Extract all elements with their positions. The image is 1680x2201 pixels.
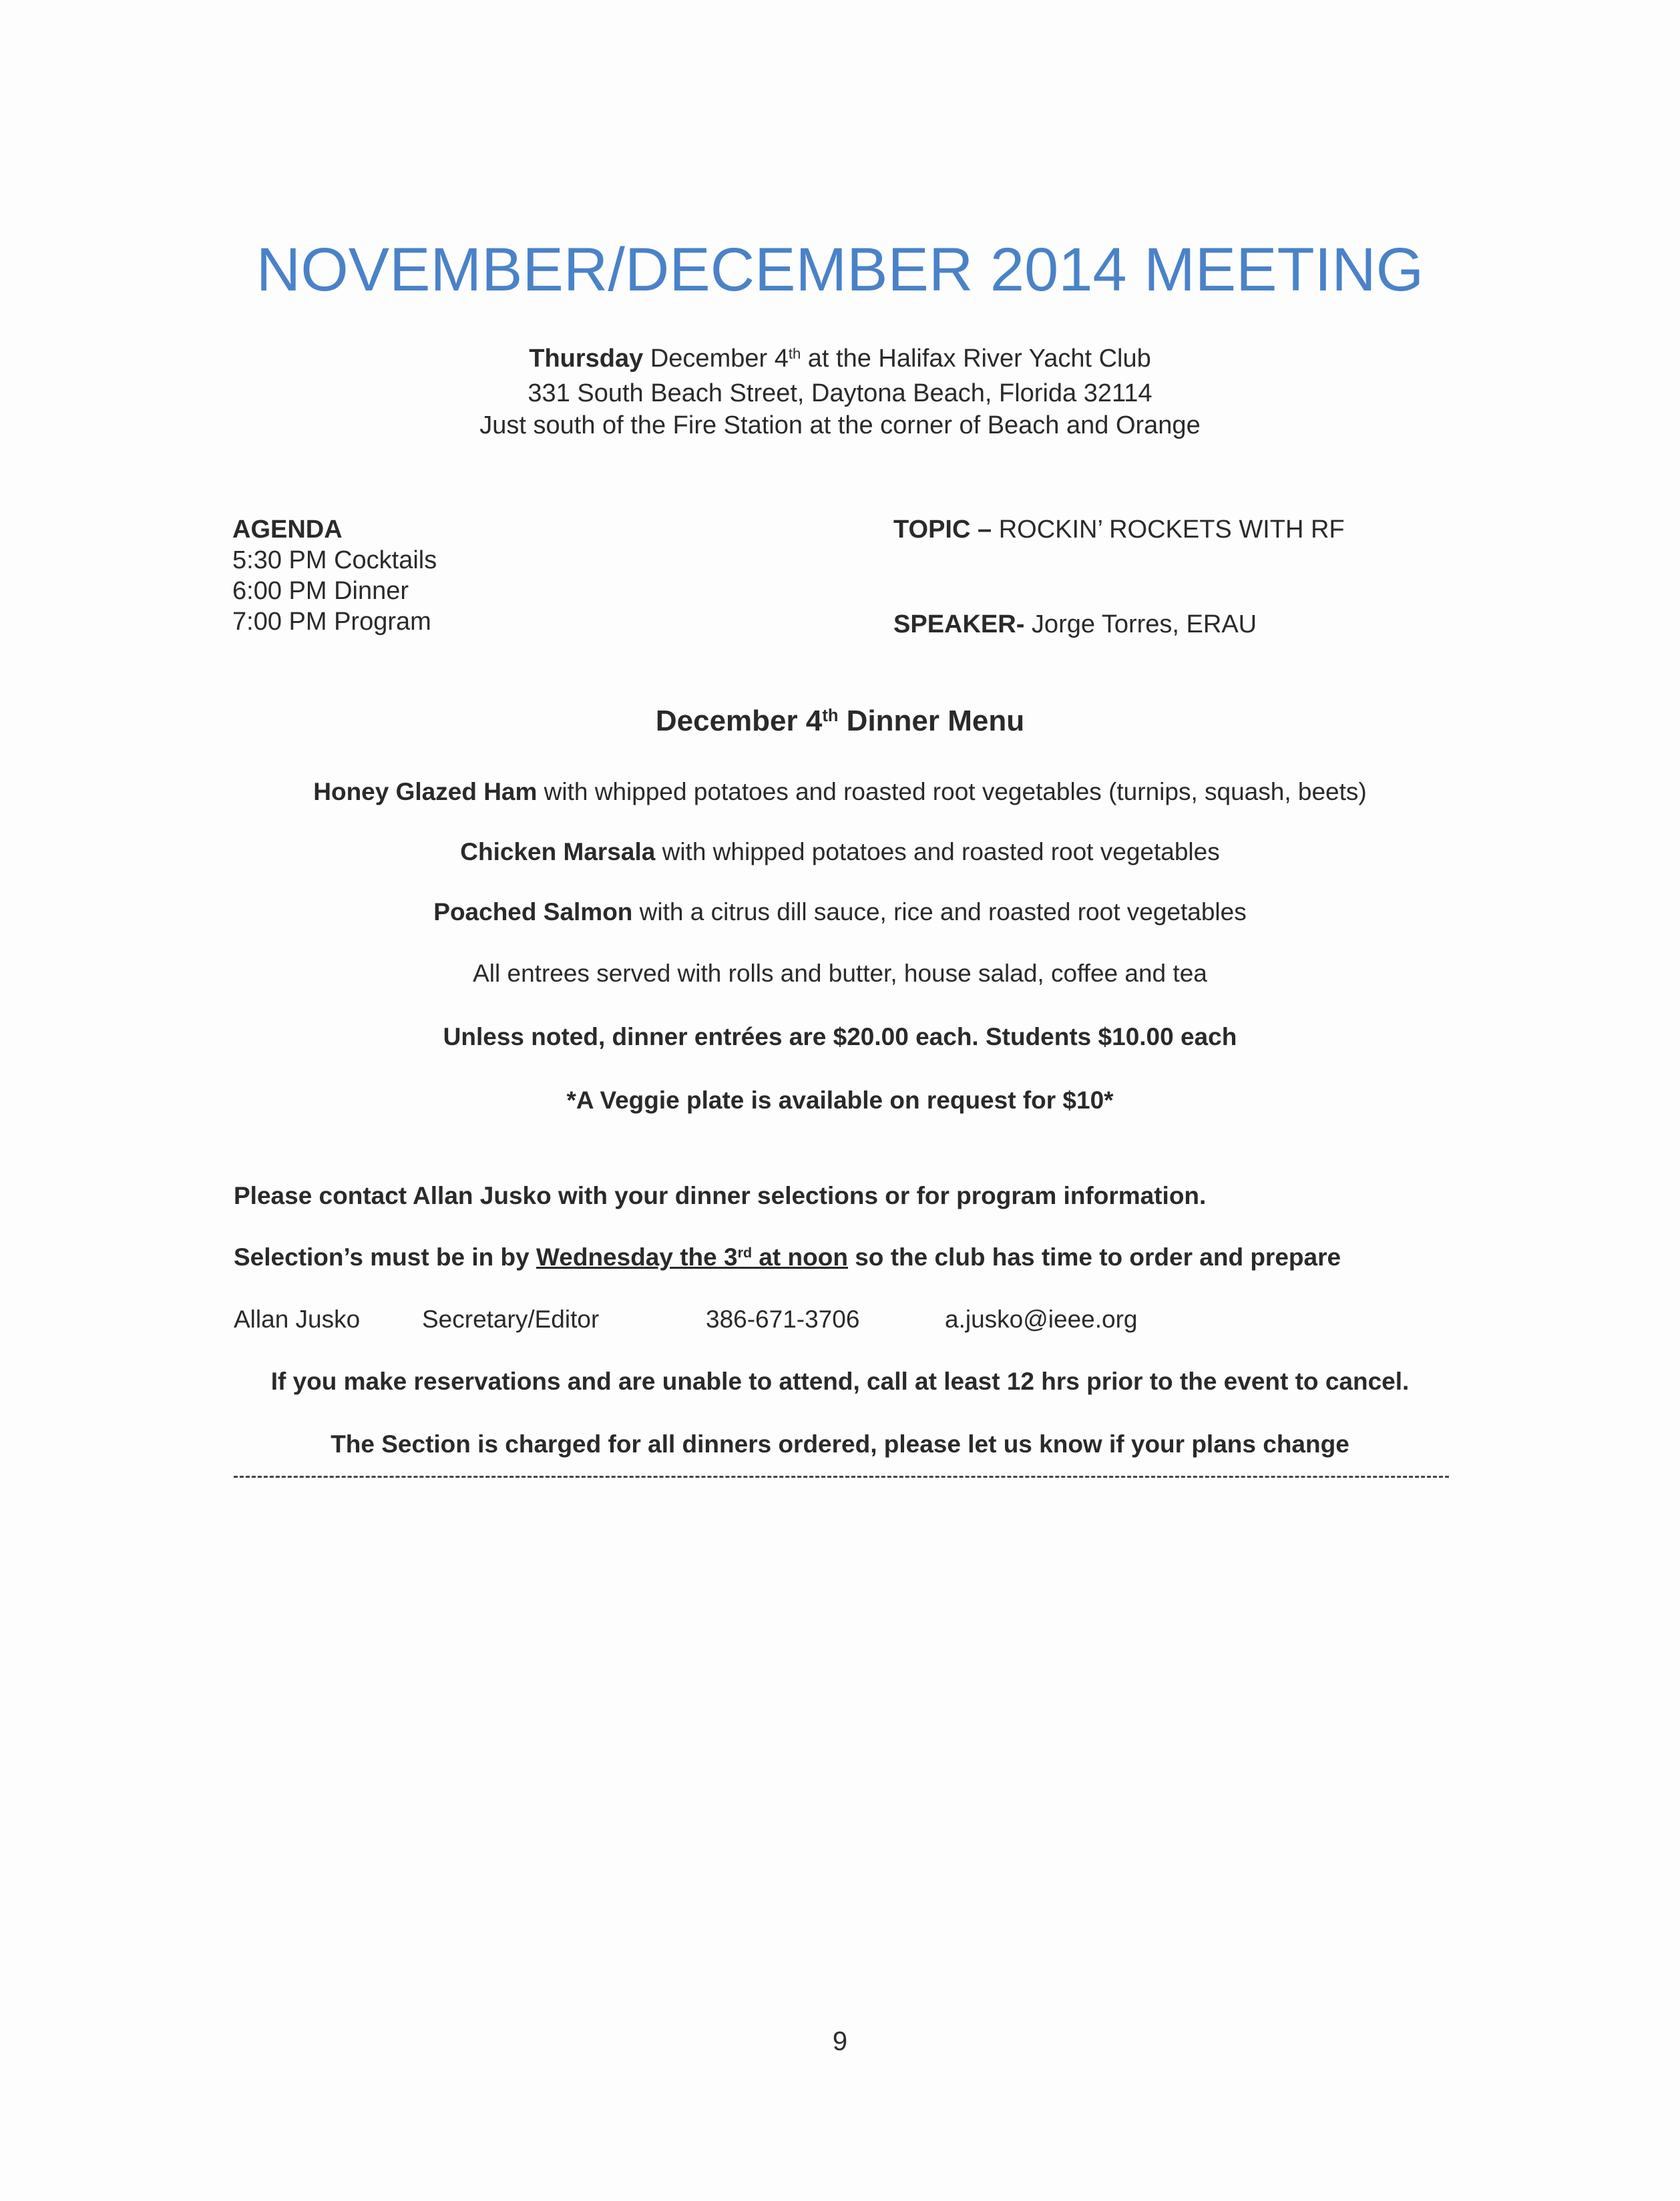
menu-item: [0, 838, 1680, 866]
deadline-time: at noon: [752, 1243, 848, 1271]
deadline-day-suffix: rd: [737, 1245, 753, 1261]
contact-phone: 386-671-3706: [706, 1306, 860, 1333]
deadline-post: so the club has time to order and prepare: [847, 1243, 1341, 1271]
speaker-label: SPEAKER-: [893, 610, 1025, 638]
menu-item: [0, 778, 1680, 806]
deadline-day: [536, 1243, 848, 1271]
menu-item-desc: with whipped potatoes and roasted root vegetables: [655, 838, 1220, 865]
menu-item-desc: with whipped potatoes and roasted root vegetables (turnips, squash, beets): [537, 778, 1367, 805]
venue-address: 331 South Beach Street, Daytona Beach, Florida 32114: [528, 379, 1152, 407]
menu-item-name: Honey Glazed Ham: [313, 778, 538, 805]
venue-day: Thursday: [529, 345, 644, 373]
divider: [234, 1476, 1449, 1478]
menu-title-suffix: th: [822, 706, 839, 725]
deadline-day-text: Wednesday the 3: [536, 1243, 738, 1271]
page-title: NOVEMBER/DECEMBER 2014 MEETING: [256, 236, 1424, 304]
menu-title-text: Dinner Menu: [838, 705, 1025, 737]
deadline-line: [234, 1243, 1341, 1271]
speaker-value: Jorge Torres, ERAU: [1024, 610, 1257, 638]
agenda-block: [232, 514, 437, 637]
menu-title: [0, 705, 1680, 738]
menu-item-desc: with a citrus dill sauce, rice and roasted root vegetables: [632, 898, 1247, 926]
agenda-item: 6:00 PM Dinner: [232, 577, 409, 605]
speaker-line: [893, 609, 1257, 640]
deadline-pre: Selection’s must be in by: [234, 1243, 537, 1271]
menu-item-name: Chicken Marsala: [460, 838, 656, 865]
topic-value: ROCKIN’ ROCKETS WITH RF: [998, 516, 1345, 544]
contact-role: Secretary/Editor: [422, 1306, 600, 1333]
venue-location: at the Halifax River Yacht Club: [801, 345, 1151, 373]
topic-label: TOPIC –: [893, 516, 999, 544]
contact-name: Allan Jusko: [234, 1306, 361, 1333]
menu-veggie: *A Veggie plate is available on request for $10*: [566, 1086, 1114, 1114]
menu-item-name: Poached Salmon: [433, 898, 633, 926]
venue-line-1: [0, 346, 1680, 371]
charge-notice: The Section is charged for all dinners ordered, please let us know if your plans change: [331, 1430, 1349, 1458]
agenda-item: 5:30 PM Cocktails: [232, 546, 437, 574]
cancel-notice: If you make reservations and are unable to attend, call at least 12 hrs prior to the event to cancel.: [270, 1368, 1410, 1395]
menu-title-date: December 4: [655, 705, 823, 737]
venue-date: December 4: [643, 345, 789, 373]
menu-item: [0, 898, 1680, 926]
venue-directions: Just south of the Fire Station at the corner of Beach and Orange: [479, 411, 1201, 439]
topic-line: [893, 514, 1345, 545]
venue-date-suffix: th: [788, 345, 801, 362]
menu-sides: All entrees served with rolls and butter, house salad, coffee and tea: [473, 960, 1207, 987]
page-number: 9: [832, 2027, 848, 2056]
contact-instructions: Please contact Allan Jusko with your dinner selections or for program information.: [234, 1182, 1207, 1209]
contact-email[interactable]: a.jusko@ieee.org: [945, 1306, 1138, 1333]
menu-price: Unless noted, dinner entrées are $20.00 each. Students $10.00 each: [443, 1023, 1237, 1050]
agenda-header: AGENDA: [232, 516, 343, 544]
agenda-item: 7:00 PM Program: [232, 608, 431, 636]
